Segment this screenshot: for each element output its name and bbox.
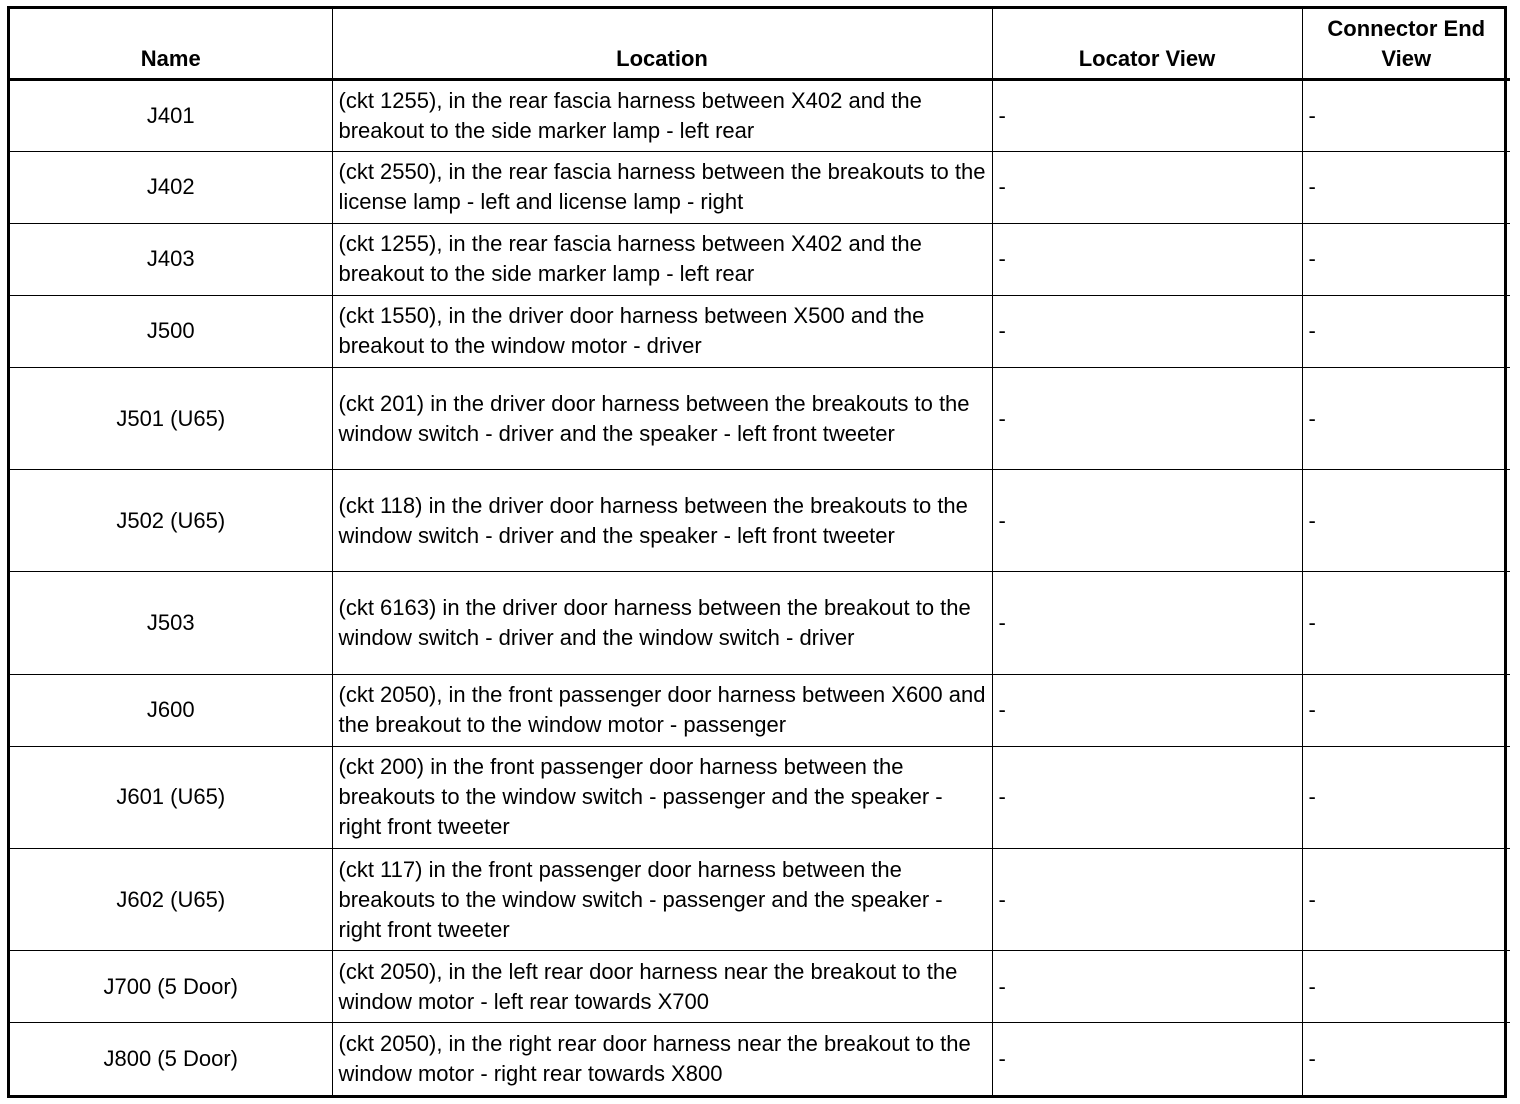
splice-location: (ckt 2050), in the left rear door harness near the breakout to the window motor - left rear towards X700 bbox=[332, 951, 992, 1023]
table-row bbox=[10, 223, 1510, 295]
locator-view-value: - bbox=[992, 746, 1302, 848]
connector-end-view-value: - bbox=[1302, 223, 1510, 295]
locator-view-value: - bbox=[992, 674, 1302, 746]
splice-name: J500 bbox=[10, 295, 332, 367]
splice-location: (ckt 1255), in the rear fascia harness between X402 and the breakout to the side marker lamp - left rear bbox=[332, 79, 992, 151]
locator-view-value: - bbox=[992, 223, 1302, 295]
splice-location: (ckt 6163) in the driver door harness between the breakout to the window switch - driver and the window switch - driver bbox=[332, 572, 992, 674]
locator-view-value: - bbox=[992, 572, 1302, 674]
connector-end-view-value: - bbox=[1302, 295, 1510, 367]
splice-name: J600 bbox=[10, 674, 332, 746]
splice-name: J501 (U65) bbox=[10, 368, 332, 470]
connector-end-view-value: - bbox=[1302, 674, 1510, 746]
splice-location: (ckt 2550), in the rear fascia harness between the breakouts to the license lamp - left and license lamp - right bbox=[332, 151, 992, 223]
connector-end-view-value: - bbox=[1302, 746, 1510, 848]
table-row bbox=[10, 951, 1510, 1023]
splice-location: (ckt 118) in the driver door harness between the breakouts to the window switch - driver and the speaker - left front tweeter bbox=[332, 470, 992, 572]
table-row bbox=[10, 1023, 1510, 1095]
connector-end-view-value: - bbox=[1302, 368, 1510, 470]
splice-name: J503 bbox=[10, 572, 332, 674]
splice-location-table bbox=[10, 9, 1510, 1095]
table-row bbox=[10, 151, 1510, 223]
splice-location: (ckt 2050), in the right rear door harness near the breakout to the window motor - right rear towards X800 bbox=[332, 1023, 992, 1095]
table-row bbox=[10, 746, 1510, 848]
header-locator-view: Locator View bbox=[992, 9, 1302, 79]
locator-view-value: - bbox=[992, 848, 1302, 950]
splice-name: J601 (U65) bbox=[10, 746, 332, 848]
table-row bbox=[10, 848, 1510, 950]
connector-end-view-value: - bbox=[1302, 1023, 1510, 1095]
header-location: Location bbox=[332, 9, 992, 79]
header-connector-end-view: Connector End View bbox=[1302, 9, 1510, 79]
header-name: Name bbox=[10, 9, 332, 79]
splice-name: J403 bbox=[10, 223, 332, 295]
splice-location: (ckt 1255), in the rear fascia harness between X402 and the breakout to the side marker lamp - left rear bbox=[332, 223, 992, 295]
connector-end-view-value: - bbox=[1302, 572, 1510, 674]
splice-table bbox=[7, 6, 1507, 1098]
splice-name: J700 (5 Door) bbox=[10, 951, 332, 1023]
connector-end-view-value: - bbox=[1302, 151, 1510, 223]
locator-view-value: - bbox=[992, 470, 1302, 572]
table-row bbox=[10, 295, 1510, 367]
locator-view-value: - bbox=[992, 79, 1302, 151]
splice-name: J402 bbox=[10, 151, 332, 223]
connector-end-view-value: - bbox=[1302, 470, 1510, 572]
splice-name: J602 (U65) bbox=[10, 848, 332, 950]
connector-end-view-value: - bbox=[1302, 848, 1510, 950]
table-row bbox=[10, 572, 1510, 674]
locator-view-value: - bbox=[992, 295, 1302, 367]
splice-name: J800 (5 Door) bbox=[10, 1023, 332, 1095]
splice-location: (ckt 200) in the front passenger door harness between the breakouts to the window switch - passenger and the speaker - right front tweeter bbox=[332, 746, 992, 848]
table-row bbox=[10, 674, 1510, 746]
table-row bbox=[10, 368, 1510, 470]
splice-name: J401 bbox=[10, 79, 332, 151]
table-row bbox=[10, 79, 1510, 151]
locator-view-value: - bbox=[992, 151, 1302, 223]
locator-view-value: - bbox=[992, 368, 1302, 470]
header-row bbox=[10, 9, 1510, 79]
splice-location: (ckt 1550), in the driver door harness between X500 and the breakout to the window motor - driver bbox=[332, 295, 992, 367]
connector-end-view-value: - bbox=[1302, 79, 1510, 151]
table-row bbox=[10, 470, 1510, 572]
locator-view-value: - bbox=[992, 1023, 1302, 1095]
splice-location: (ckt 117) in the front passenger door harness between the breakouts to the window switch - passenger and the speaker - right front tweeter bbox=[332, 848, 992, 950]
splice-name: J502 (U65) bbox=[10, 470, 332, 572]
locator-view-value: - bbox=[992, 951, 1302, 1023]
connector-end-view-value: - bbox=[1302, 951, 1510, 1023]
splice-location: (ckt 2050), in the front passenger door harness between X600 and the breakout to the window motor - passenger bbox=[332, 674, 992, 746]
splice-location: (ckt 201) in the driver door harness between the breakouts to the window switch - driver and the speaker - left front tweeter bbox=[332, 368, 992, 470]
